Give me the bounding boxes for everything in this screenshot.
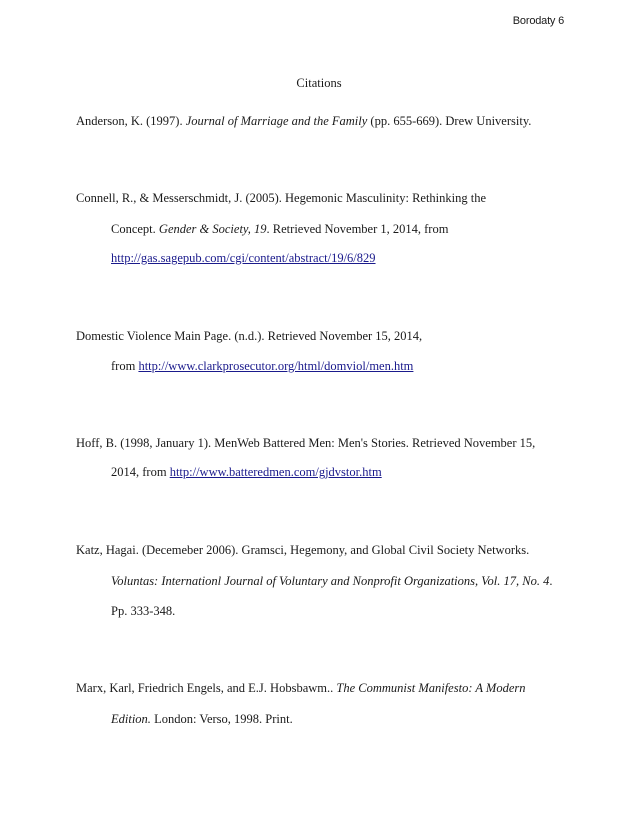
citation-text: Marx, Karl, Friedrich Engels, and E.J. Hobsbawm.. (76, 681, 337, 695)
citation-text: Anderson, K. (1997). (76, 114, 186, 128)
citation-journal-title: Gender & Society, 19 (158, 222, 267, 236)
running-head: Borodaty 6 (512, 15, 564, 27)
citation-book-title: The Communist Manifesto: A Modern (336, 681, 526, 695)
citation-journal-title: Voluntas: Internationl Journal of Voluntary and Nonprofit Organizations, Vol. 17, No. 4 (111, 574, 550, 588)
citation-marx-line-1 (76, 680, 526, 696)
citation-link[interactable]: http://www.batteredmen.com/gjdvstor.htm (169, 465, 382, 479)
citation-hoff-line-2 (111, 464, 382, 480)
citation-connell-line-1: Connell, R., & Messerschmidt, J. (2005). Hegemonic Masculinity: Rethinking the (76, 191, 487, 205)
citation-connell-line-2 (111, 221, 448, 237)
citation-katz-line-2 (111, 573, 552, 589)
citation-book-title: Edition. (111, 712, 151, 726)
citation-link[interactable]: http://gas.sagepub.com/cgi/content/abstract/19/6/829 (111, 251, 376, 265)
citation-text: . Retrieved November 1, 2014, from (266, 222, 449, 236)
citation-text: London: Verso, 1998. Print. (150, 712, 293, 726)
page-title: Citations (296, 76, 342, 90)
citation-marx-line-2 (111, 711, 293, 727)
citation-text: 2014, from (111, 465, 170, 479)
citation-text: . (549, 574, 553, 588)
citation-katz-line-1: Katz, Hagai. (Decemeber 2006). Gramsci, Hegemony, and Global Civil Society Networks. (76, 543, 530, 557)
citation-anderson-line-1 (76, 113, 531, 129)
citation-journal-title: Journal of Marriage and the Family (185, 114, 368, 128)
citation-text: from (111, 359, 139, 373)
citation-text: Concept. (111, 222, 159, 236)
citation-domviol-line-2 (111, 358, 413, 374)
citation-hoff-line-1: Hoff, B. (1998, January 1). MenWeb Battered Men: Men's Stories. Retrieved November 15, (76, 436, 536, 450)
citation-connell-line-3 (111, 250, 376, 266)
citation-text: (pp. 655-669). Drew University. (367, 114, 532, 128)
citation-link[interactable]: http://www.clarkprosecutor.org/html/domviol/men.htm (138, 359, 414, 373)
citation-katz-line-3: Pp. 333-348. (111, 604, 176, 618)
citation-domviol-line-1: Domestic Violence Main Page. (n.d.). Retrieved November 15, 2014, (76, 329, 423, 343)
